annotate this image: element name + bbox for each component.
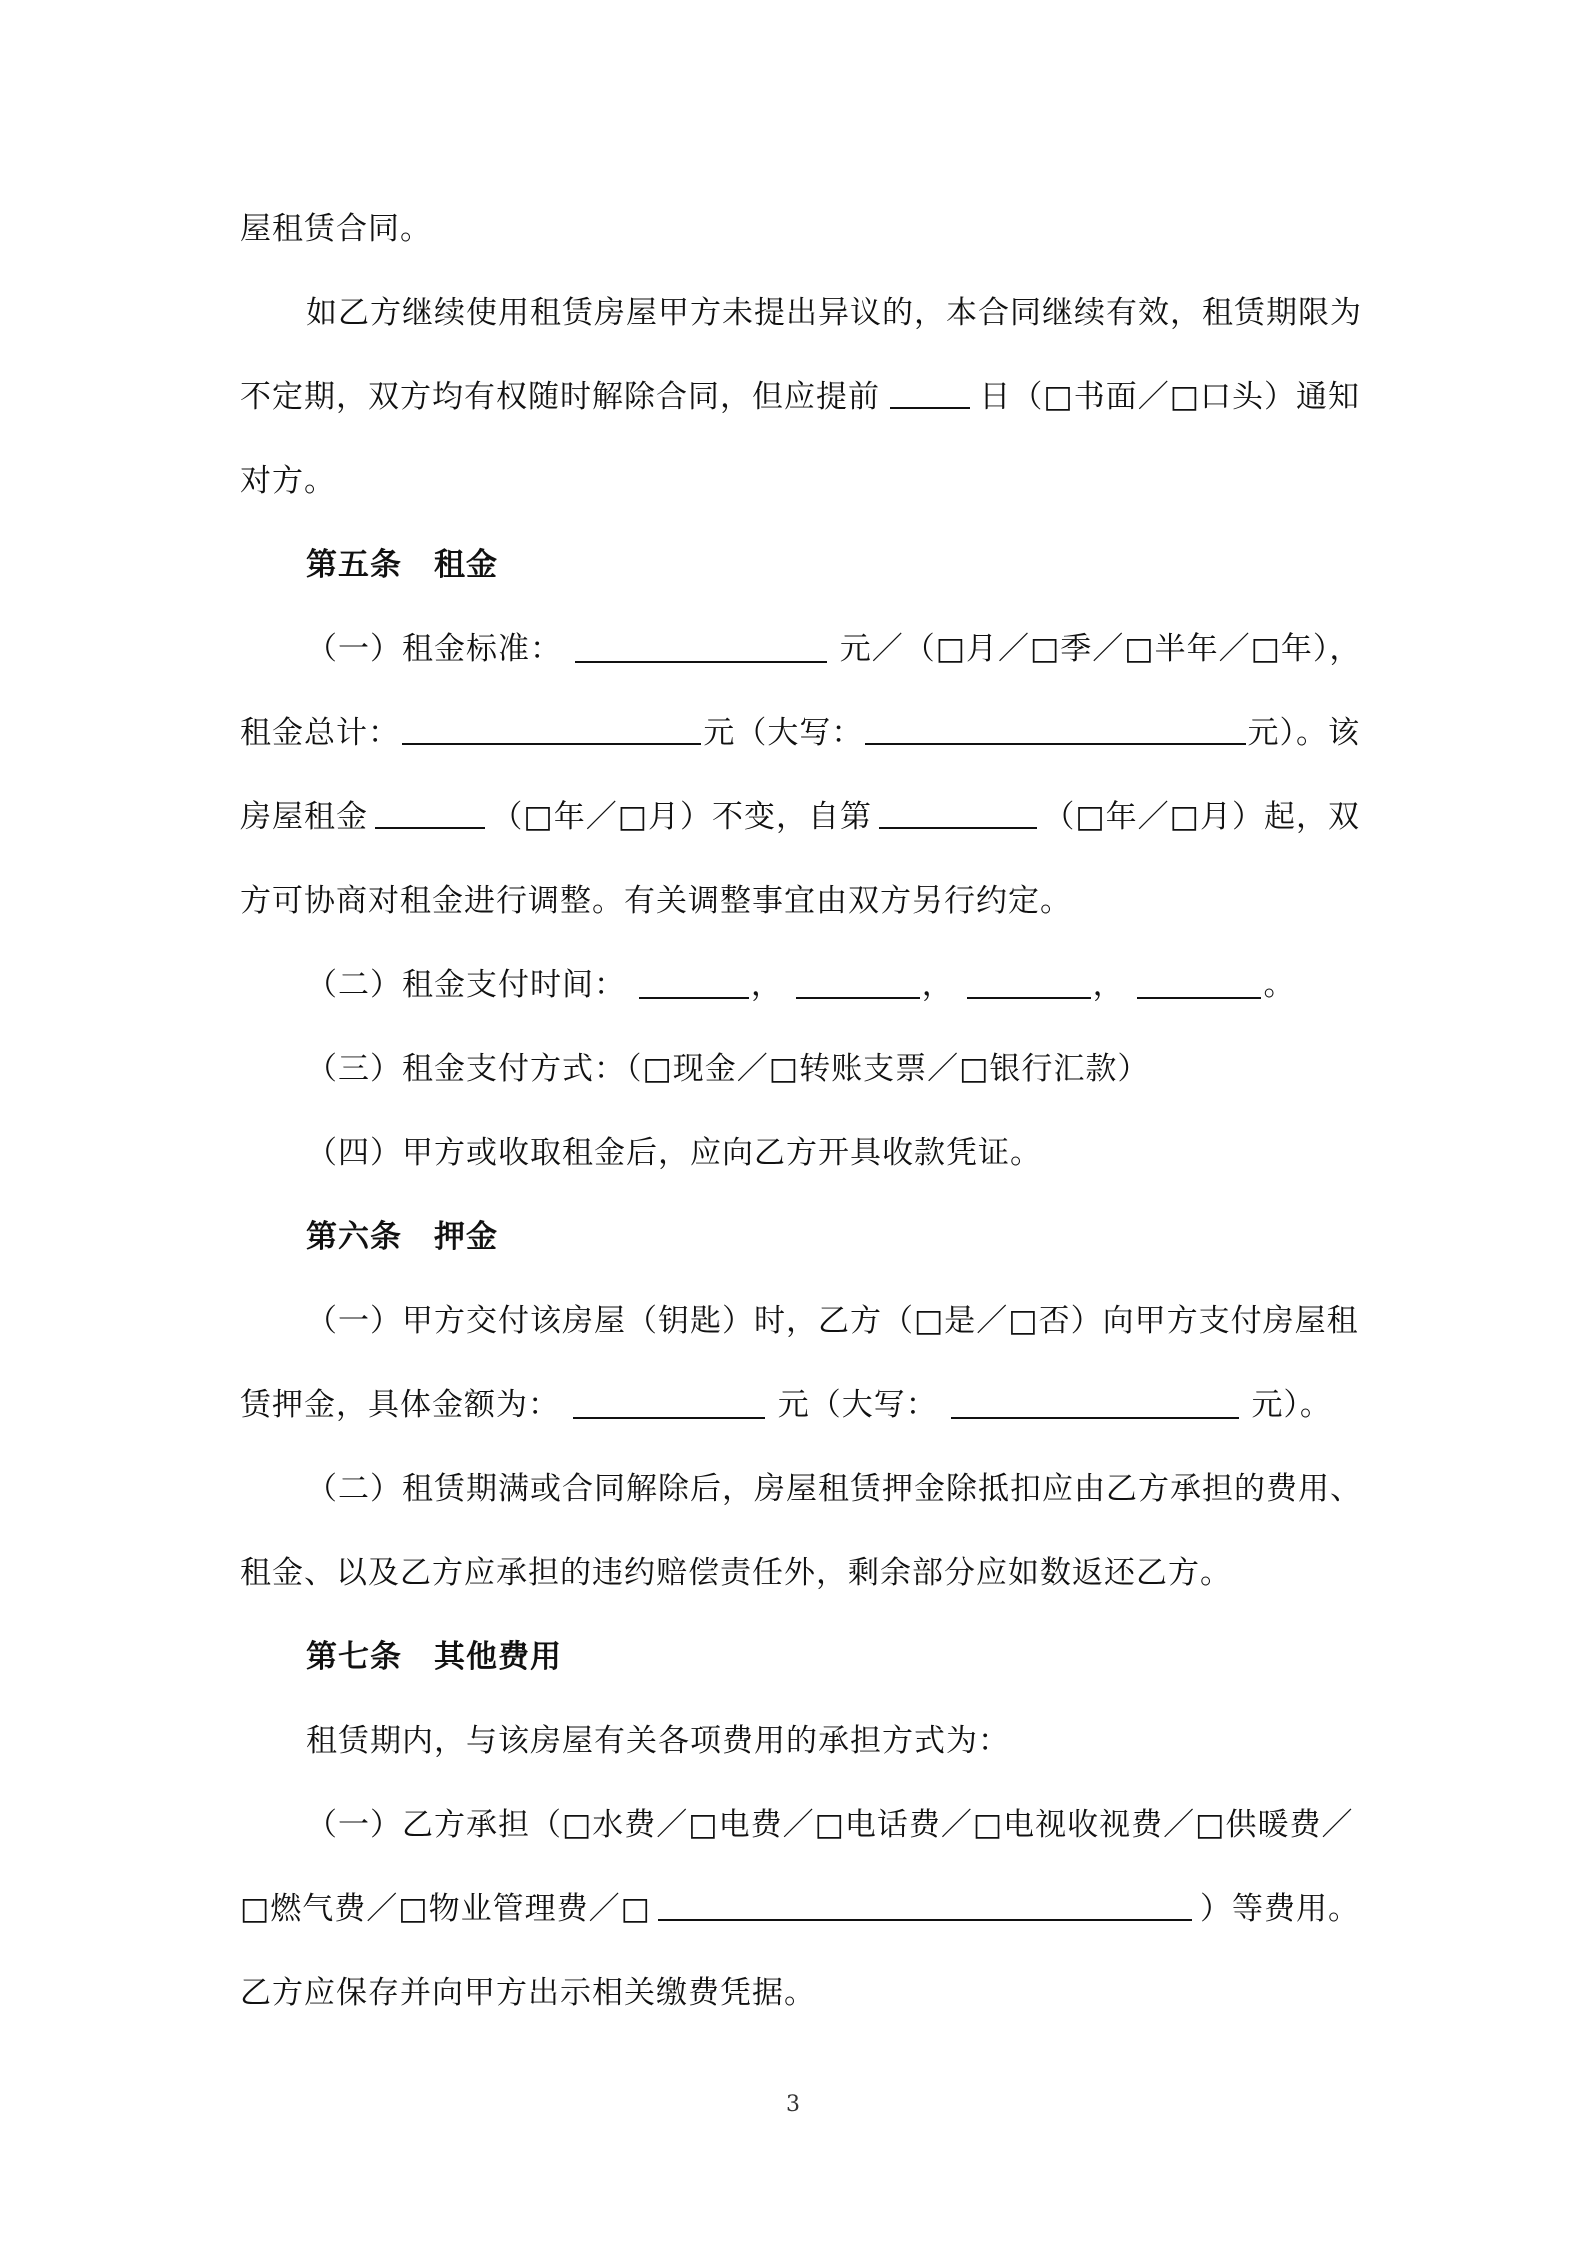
text: （二）租金支付时间： — [306, 967, 626, 1003]
paragraph-line — [240, 1973, 1360, 2013]
paragraph-line — [306, 1721, 1360, 1761]
text: 方可协商对租金进行调整。有关调整事宜由双方另行约定。 — [240, 883, 1072, 919]
article-6-heading — [306, 1217, 1360, 1257]
text: 乙方应保存并向甲方出示相关缴费凭据。 — [240, 1975, 816, 2011]
text: 租赁期内，与该房屋有关各项费用的承担方式为： — [306, 1723, 1010, 1759]
text: ）等费用。 — [1200, 1891, 1360, 1927]
text: 租金总计： — [240, 715, 400, 751]
text: （一）乙方承担（□水费／□电费／□电话费／□电视收视费／□供暖费／ — [306, 1807, 1354, 1843]
paragraph-line — [306, 1805, 1360, 1845]
text: 屋租赁合同。 — [240, 211, 432, 247]
payment-time-blank[interactable] — [967, 967, 1091, 999]
payment-time-blank[interactable] — [639, 967, 749, 999]
article-title: 押金 — [434, 1219, 498, 1255]
text: ， — [1092, 967, 1125, 1003]
text: □燃气费／□物业管理费／□ — [240, 1891, 651, 1927]
rent-standard-blank[interactable] — [575, 631, 827, 663]
text: 元）。该 — [1247, 715, 1360, 751]
text: （一）甲方交付该房屋（钥匙）时，乙方（□是／□否）向甲方支付房屋租 — [306, 1303, 1359, 1339]
paragraph-line — [240, 797, 1360, 837]
text: 元）。 — [1251, 1387, 1332, 1423]
paragraph-line — [240, 881, 1360, 921]
paragraph-line — [240, 209, 1360, 249]
paragraph-line — [240, 461, 1360, 501]
page-number: 3 — [786, 2092, 800, 2117]
paragraph-line — [240, 377, 1360, 417]
paragraph-line — [240, 1553, 1360, 1593]
rent-total-blank[interactable] — [402, 713, 701, 745]
paragraph-line — [306, 293, 1360, 333]
text: 不定期，双方均有权随时解除合同，但应提前 — [240, 379, 880, 415]
text: 租金、以及乙方应承担的违约赔偿责任外，剩余部分应如数返还乙方。 — [240, 1555, 1232, 1591]
text: 元（大写： — [777, 1387, 938, 1423]
notice-days-blank[interactable] — [890, 377, 970, 409]
article-7-heading — [306, 1637, 1360, 1677]
article-number: 第五条 — [306, 547, 402, 583]
text: 日（□书面／□口头）通知 — [979, 379, 1360, 415]
text: ， — [921, 967, 954, 1003]
rent-adjust-from-blank[interactable] — [879, 797, 1037, 829]
text: 元（大写： — [703, 715, 864, 751]
text: 对方。 — [240, 463, 336, 499]
text: 如乙方继续使用租赁房屋甲方未提出异议的，本合同继续有效，租赁期限为 — [306, 295, 1362, 331]
text: ， — [750, 967, 783, 1003]
paragraph-line — [306, 629, 1360, 669]
other-fees-blank[interactable] — [658, 1889, 1192, 1921]
paragraph-line — [306, 1049, 1360, 1089]
text: （□年／□月）不变，自第 — [491, 799, 872, 835]
text: 赁押金，具体金额为： — [240, 1387, 560, 1423]
paragraph-line — [306, 1469, 1360, 1509]
text: 房屋租金 — [240, 799, 368, 835]
deposit-uppercase-blank[interactable] — [951, 1387, 1239, 1419]
paragraph-line — [240, 713, 1360, 753]
paragraph-line — [306, 1301, 1360, 1341]
paragraph-line — [306, 965, 1360, 1005]
rent-fixed-period-blank[interactable] — [375, 797, 485, 829]
article-title: 租金 — [434, 547, 498, 583]
text: （□年／□月）起，双 — [1043, 799, 1360, 835]
rent-total-uppercase-blank[interactable] — [865, 713, 1245, 745]
payment-time-blank[interactable] — [1137, 967, 1261, 999]
text: 元／（□月／□季／□半年／□年）， — [839, 631, 1362, 667]
article-number: 第六条 — [306, 1219, 402, 1255]
text: （三）租金支付方式：（□现金／□转账支票／□银行汇款） — [306, 1051, 1150, 1087]
text: （四）甲方或收取租金后，应向乙方开具收款凭证。 — [306, 1135, 1042, 1171]
text: （一）租金标准： — [306, 631, 562, 667]
article-number: 第七条 — [306, 1639, 402, 1675]
paragraph-line — [240, 1889, 1360, 1929]
article-title: 其他费用 — [434, 1639, 562, 1675]
payment-time-blank[interactable] — [796, 967, 920, 999]
deposit-amount-blank[interactable] — [573, 1387, 765, 1419]
paragraph-line — [306, 1133, 1360, 1173]
text: （二）租赁期满或合同解除后，房屋租赁押金除抵扣应由乙方承担的费用、 — [306, 1471, 1362, 1507]
paragraph-line — [240, 1385, 1360, 1425]
article-5-heading — [306, 545, 1360, 585]
text: 。 — [1263, 967, 1296, 1003]
